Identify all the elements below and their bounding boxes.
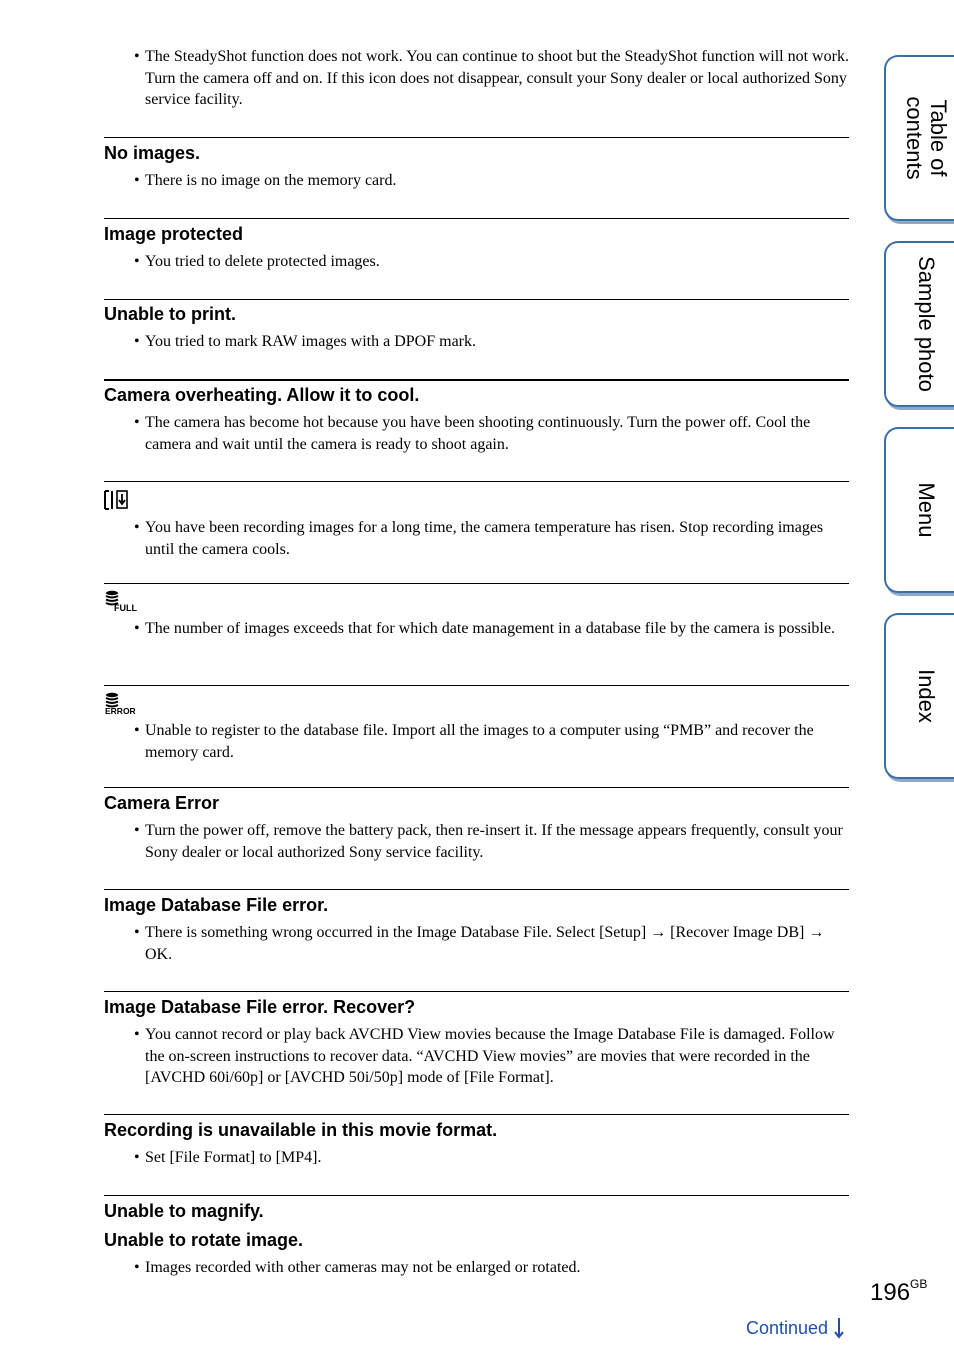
divider xyxy=(104,218,849,219)
database-full-icon xyxy=(104,590,849,612)
section-heading: Recording is unavailable in this movie format. xyxy=(104,1120,498,1140)
divider xyxy=(104,685,849,686)
divider xyxy=(104,1114,849,1115)
tab-label: Menu xyxy=(914,482,939,538)
arrow-down-icon xyxy=(833,1317,845,1339)
overheat-warning-icon xyxy=(104,489,849,511)
section-overheat-icon xyxy=(104,489,849,560)
section-database-file-error xyxy=(104,894,849,965)
divider xyxy=(104,1195,849,1196)
divider xyxy=(104,991,849,992)
section-heading: Unable to rotate image. xyxy=(104,1230,304,1250)
section-heading: No images. xyxy=(104,143,201,163)
section-bullet: • You tried to mark RAW images with a DPOF mark. xyxy=(104,331,849,353)
tab-sample-photo[interactable] xyxy=(884,241,954,407)
divider xyxy=(104,299,849,300)
section-bullet: • You have been recording images for a long time, the camera temperature has risen. Stop recording images until the camera cools. xyxy=(104,517,849,560)
tab-label: Table of contents xyxy=(902,96,951,180)
divider xyxy=(104,379,849,381)
section-bullet: • You tried to delete protected images. xyxy=(104,251,849,273)
divider xyxy=(104,889,849,890)
intro-section xyxy=(104,46,849,111)
page-number-suffix: GB xyxy=(910,1277,928,1291)
section-bullet: • The number of images exceeds that for which date management in a database file by the camera is possible. xyxy=(104,618,849,640)
section-heading: Image Database File error. Recover? xyxy=(104,997,416,1017)
tab-menu[interactable] xyxy=(884,427,954,593)
section-bullet: • Images recorded with other cameras may not be enlarged or rotated. xyxy=(104,1257,849,1279)
tab-label: Sample photo xyxy=(914,256,939,392)
page-number-value: 196 xyxy=(870,1279,911,1306)
section-heading: Image protected xyxy=(104,224,244,244)
page-number xyxy=(870,1277,927,1307)
section-heading: Unable to print. xyxy=(104,304,236,324)
intro-bullet: • The SteadyShot function does not work. You can continue to shoot but the SteadyShot function will not work. Turn the camera off and on. If this icon does not disappear, consult your Sony dealer or local authorized Sony service facility. xyxy=(104,46,849,111)
section-database-recover xyxy=(104,996,849,1089)
continued-link[interactable] xyxy=(746,1317,845,1339)
divider xyxy=(104,787,849,788)
database-error-icon xyxy=(104,692,849,714)
section-database-error xyxy=(104,692,849,763)
database-error-label: ERROR xyxy=(105,706,136,716)
divider xyxy=(104,137,849,138)
section-bullet: • Turn the power off, remove the battery pack, then re-insert it. If the message appears frequently, consult your Sony dealer or local authorized Sony service facility. xyxy=(104,820,849,863)
tab-table-of-contents[interactable] xyxy=(884,55,954,221)
section-heading: Camera overheating. Allow it to cool. xyxy=(104,385,420,405)
divider xyxy=(104,481,849,482)
section-camera-error xyxy=(104,792,849,863)
section-bullet: • You cannot record or play back AVCHD View movies because the Image Database File is damaged. Follow the on-screen instructions to recover data. “AVCHD View movies” are movies that were recorded in the [AVCHD 60i/60p] or [AVCHD 50i/50p] mode of [File Format]. xyxy=(104,1024,849,1089)
section-heading: Camera Error xyxy=(104,793,220,813)
continued-label: Continued xyxy=(746,1318,829,1338)
database-full-label: FULL xyxy=(114,603,137,613)
section-unable-to-magnify xyxy=(104,1200,849,1279)
section-heading: Unable to magnify. xyxy=(104,1201,264,1221)
section-image-protected xyxy=(104,223,849,273)
section-recording-unavailable xyxy=(104,1119,849,1169)
section-heading: Image Database File error. xyxy=(104,895,329,915)
section-bullet: • Set [File Format] to [MP4]. xyxy=(104,1147,849,1169)
section-unable-to-print xyxy=(104,303,849,353)
section-camera-overheating xyxy=(104,384,849,455)
section-database-full xyxy=(104,590,849,640)
tab-index[interactable] xyxy=(884,613,954,779)
section-bullet: • The camera has become hot because you have been shooting continuously. Turn the power off. Cool the camera and wait until the camera is ready to shoot again. xyxy=(104,412,849,455)
section-bullet: • There is no image on the memory card. xyxy=(104,170,849,192)
section-bullet: • Unable to register to the database file. Import all the images to a computer using “PMB” and recover the memory card. xyxy=(104,720,849,763)
section-no-images xyxy=(104,142,849,192)
section-bullet: • There is something wrong occurred in the Image Database File. Select [Setup] → [Recover Image DB] → OK. xyxy=(104,922,849,965)
divider xyxy=(104,583,849,584)
tab-label: Index xyxy=(914,669,939,723)
